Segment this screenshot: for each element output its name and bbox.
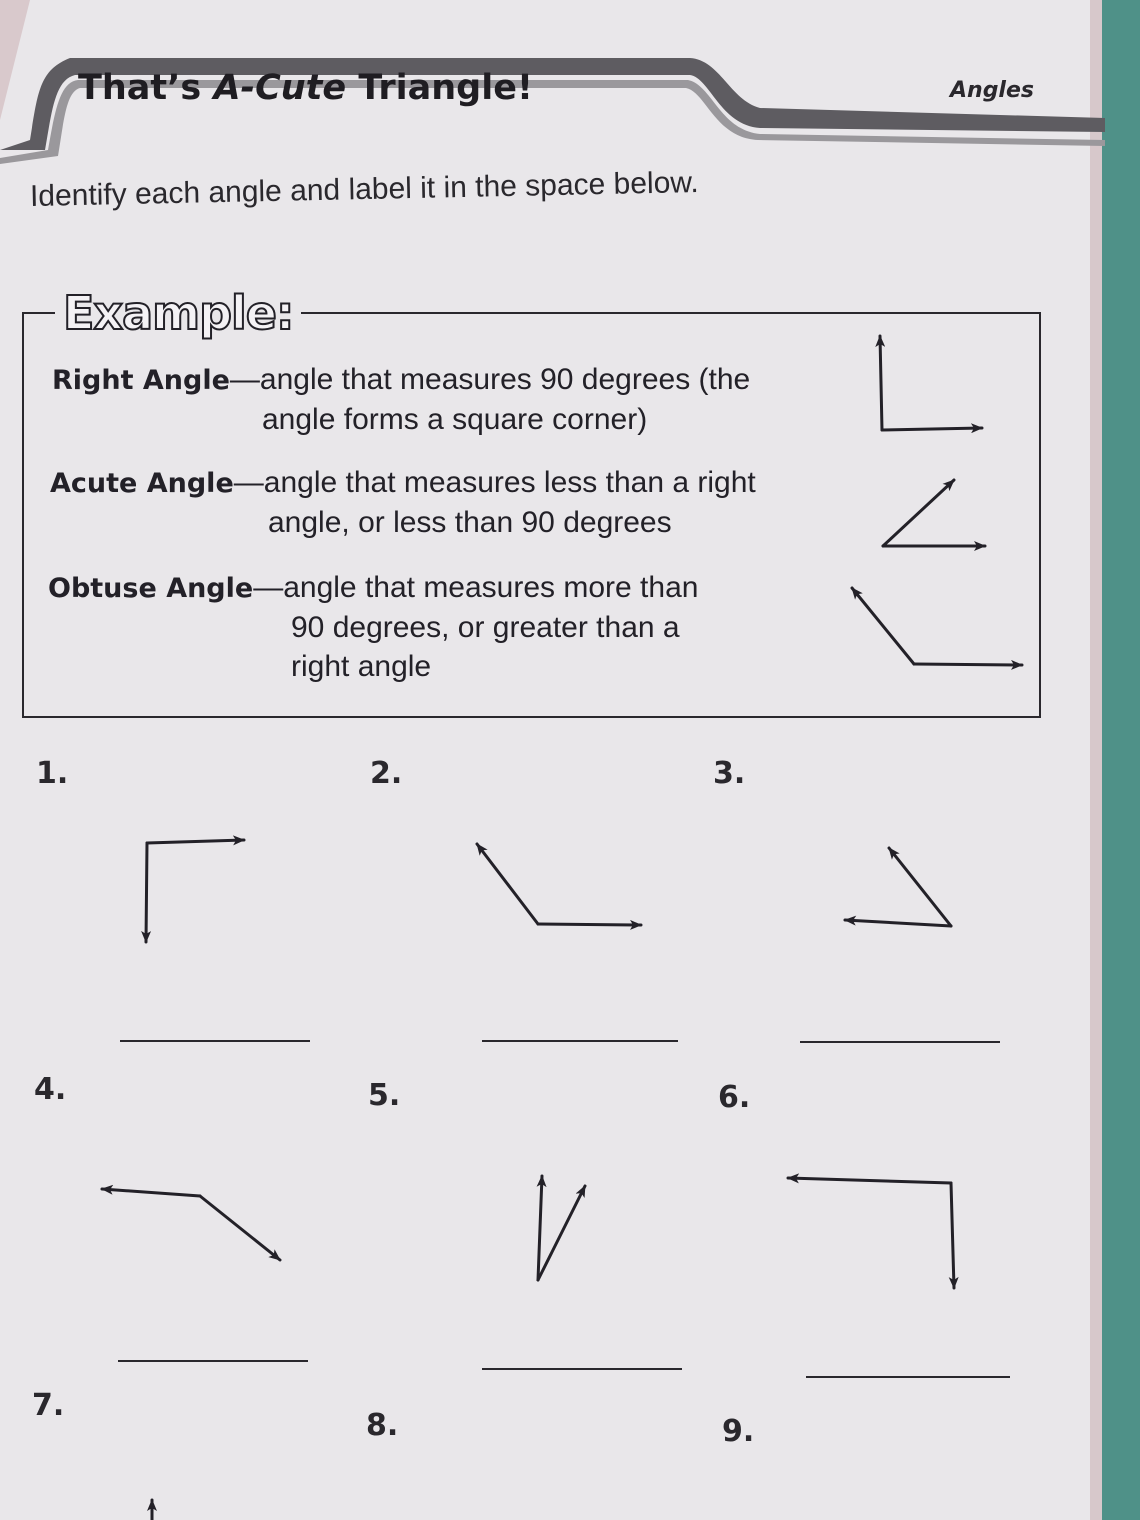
problem-number: 8.	[366, 1408, 399, 1443]
problem-number: 3.	[713, 756, 746, 791]
angle-figure-2	[477, 844, 641, 925]
problem-number: 5.	[368, 1078, 401, 1113]
problem-number: 4.	[34, 1072, 67, 1107]
example-right-angle	[880, 336, 982, 430]
angle-figure-3	[845, 848, 951, 926]
definition-text: —angle that measures more than	[253, 571, 699, 604]
definition-text: right angle	[291, 650, 432, 683]
worksheet-title: That’s A-Cute Triangle!	[78, 68, 533, 108]
section-label: Angles	[950, 78, 1034, 103]
definition-text: angle, or less than 90 degrees	[268, 506, 672, 539]
definition-term: Obtuse Angle	[48, 573, 254, 604]
problem-number: 7.	[32, 1388, 65, 1423]
example-obtuse-angle	[852, 588, 1022, 665]
definition-text: —angle that measures 90 degrees (the	[229, 363, 751, 396]
definition-term: Right Angle	[52, 365, 230, 396]
problem-number: 9.	[722, 1414, 755, 1449]
angle-figure-6	[788, 1178, 954, 1288]
problem-number: 6.	[718, 1080, 751, 1115]
definition-text: —angle that measures less than a right	[233, 466, 756, 499]
definition-text: 90 degrees, or greater than a	[291, 611, 680, 644]
angle-figure-5	[538, 1176, 585, 1280]
example-acute-angle	[883, 480, 985, 546]
definition-text: angle forms a square corner)	[262, 403, 648, 436]
angle-figure-4	[102, 1189, 280, 1260]
angle-figure-1	[146, 840, 244, 942]
definition-term: Acute Angle	[50, 468, 234, 499]
example-label: Example:	[55, 286, 301, 340]
problem-number: 1.	[36, 756, 69, 791]
problem-number: 2.	[370, 756, 403, 791]
instructions: Identify each angle and label it in the space below.	[29, 165, 700, 213]
